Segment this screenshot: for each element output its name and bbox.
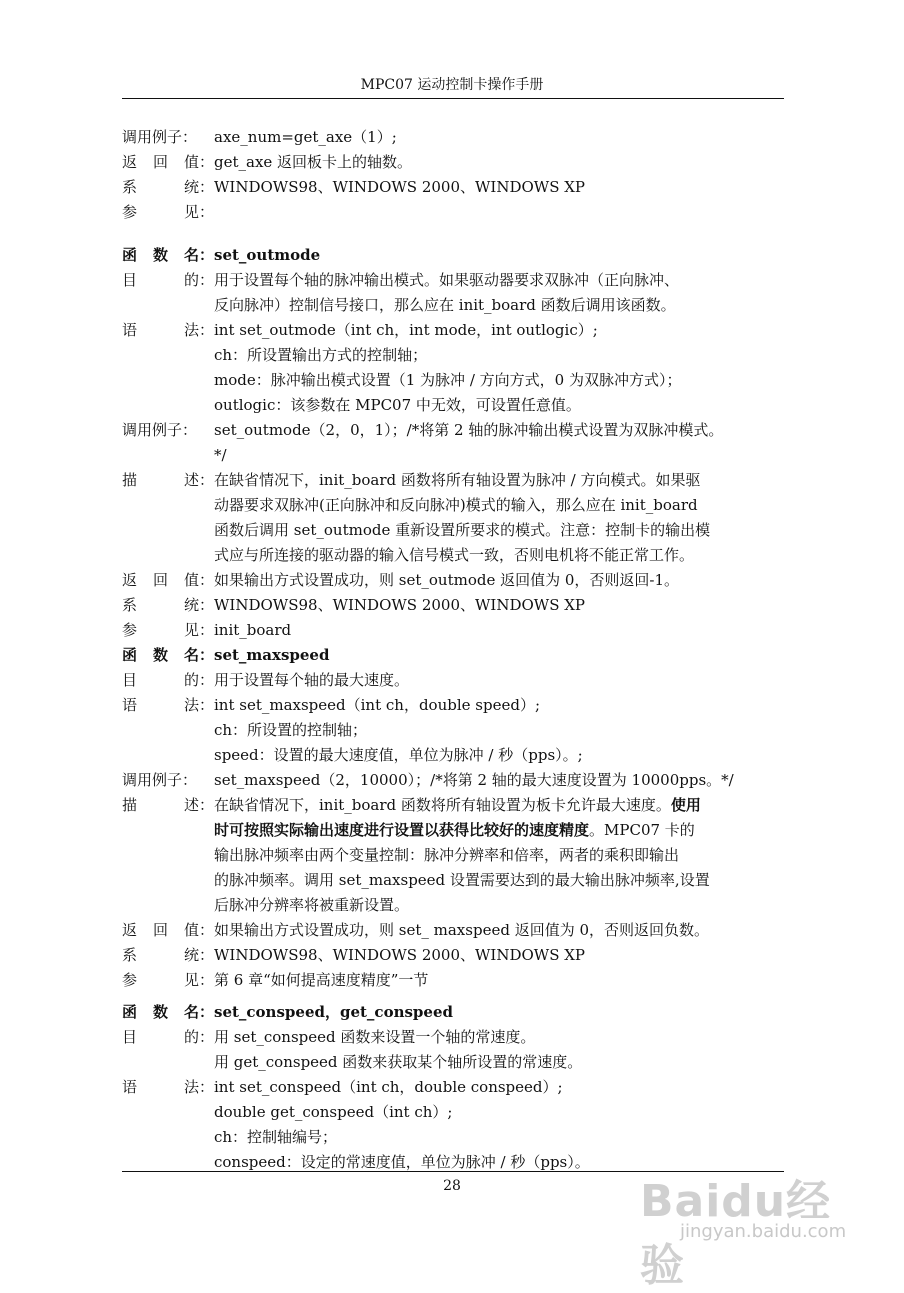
desc-line — [214, 793, 788, 818]
desc-emphasis: 时可按照实际输出速度进行设置以获得比较好的速度精度 — [214, 821, 590, 839]
syntax-row — [122, 693, 788, 718]
func-name: set_conspeed，get_conspeed — [214, 1003, 453, 1021]
purpose-row — [122, 1025, 788, 1050]
page-number: 28 — [443, 1178, 461, 1194]
syntax-line: conspeed：设定的常速度值，单位为脉冲 / 秒（pps）。 — [214, 1153, 590, 1171]
syntax-label: 语 法： — [122, 321, 214, 339]
desc-emphasis: 使用 — [670, 796, 701, 814]
func-name: set_outmode — [214, 246, 321, 264]
purpose-label: 目 的： — [122, 1028, 214, 1046]
desc-line: 函数后调用 set_outmode 重新设置所要求的模式。注意：控制卡的输出模 — [214, 521, 711, 539]
example-label: 调用例子： — [122, 421, 198, 439]
syntax-line: mode：脉冲输出模式设置（1 为脉冲 / 方向方式，0 为双脉冲方式）； — [214, 371, 682, 389]
see-row — [122, 618, 788, 643]
system-row — [122, 593, 788, 618]
desc-label: 描 述： — [122, 471, 214, 489]
example-value: axe_num=get_axe（1）; — [214, 128, 397, 146]
purpose-row — [122, 668, 788, 693]
syntax-label: 语 法： — [122, 1078, 214, 1096]
desc-line — [214, 818, 788, 843]
syntax-line: int set_outmode（int ch，int mode，int outlogic）; — [214, 321, 598, 339]
syntax-line: int set_maxspeed（int ch，double speed）; — [214, 696, 541, 714]
desc-line: 式应与所连接的驱动器的输入信号模式一致，否则电机将不能正常工作。 — [214, 546, 695, 564]
section-set-maxspeed — [122, 643, 788, 993]
syntax-line: ch：所设置输出方式的控制轴； — [214, 346, 428, 364]
func-name-row — [122, 643, 788, 668]
desc-row — [122, 793, 788, 818]
system-value: WINDOWS98、WINDOWS 2000、WINDOWS XP — [214, 596, 586, 614]
watermark-url: jingyan.baidu.com — [680, 1221, 847, 1242]
section-get-axe-tail — [122, 125, 788, 225]
return-row — [122, 150, 788, 175]
desc-line: 输出脉冲频率由两个变量控制：脉冲分辨率和倍率，两者的乘积即输出 — [214, 846, 680, 864]
desc-text: 。MPC07 卡的 — [589, 821, 695, 839]
desc-row — [122, 468, 788, 493]
func-name: set_maxspeed — [214, 646, 330, 664]
syntax-line: ch：控制轴编号； — [214, 1128, 338, 1146]
see-label: 参 见： — [122, 621, 214, 639]
example-row — [122, 418, 788, 443]
syntax-row — [122, 1075, 788, 1100]
see-row — [122, 200, 788, 225]
header-rule — [122, 98, 784, 99]
example-line: set_outmode（2，0，1）；/*将第 2 轴的脉冲输出模式设置为双脉冲模式。 — [214, 421, 724, 439]
header-title: MPC07 运动控制卡操作手册 — [360, 77, 544, 93]
return-row — [122, 918, 788, 943]
see-row — [122, 968, 788, 993]
desc-line: 在缺省情况下，init_board 函数将所有轴设置为脉冲 / 方向模式。如果驱 — [214, 471, 701, 489]
purpose-line: 用 set_conspeed 函数来设置一个轴的常速度。 — [214, 1028, 536, 1046]
func-name-row — [122, 243, 788, 268]
example-label: 调用例子： — [122, 771, 198, 789]
return-value: get_axe 返回板卡上的轴数。 — [214, 153, 413, 171]
see-label: 参 见： — [122, 971, 214, 989]
return-label: 返 回 值： — [122, 571, 214, 589]
system-label: 系 统： — [122, 596, 214, 614]
desc-label: 描 述： — [122, 796, 214, 814]
syntax-line: outlogic：该参数在 MPC07 中无效，可设置任意值。 — [214, 396, 581, 414]
syntax-label: 语 法： — [122, 696, 214, 714]
section-set-outmode — [122, 243, 788, 643]
desc-line: 的脉冲频率。调用 set_maxspeed 设置需要达到的最大输出脉冲频率,设置 — [214, 871, 710, 889]
system-label: 系 统： — [122, 178, 214, 196]
desc-line: 动器要求双脉冲(正向脉冲和反向脉冲)模式的输入，那么应在 init_board — [214, 496, 698, 514]
purpose-line: 用于设置每个轴的最大速度。 — [214, 671, 410, 689]
see-value: init_board — [214, 621, 292, 639]
func-name-label: 函 数 名： — [122, 246, 214, 264]
syntax-row — [122, 318, 788, 343]
see-label: 参 见： — [122, 203, 214, 221]
example-label: 调用例子： — [122, 128, 198, 146]
system-row — [122, 943, 788, 968]
desc-text: 在缺省情况下，init_board 函数将所有轴设置为板卡允许最大速度。 — [214, 796, 671, 814]
func-name-row — [122, 1000, 788, 1025]
system-row — [122, 175, 788, 200]
syntax-line: int set_conspeed（int ch，double conspeed）; — [214, 1078, 563, 1096]
purpose-line: 反向脉冲）控制信号接口，那么应在 init_board 函数后调用该函数。 — [214, 296, 676, 314]
purpose-label: 目 的： — [122, 671, 214, 689]
example-line: */ — [214, 446, 227, 464]
purpose-line: 用于设置每个轴的脉冲输出模式。如果驱动器要求双脉冲（正向脉冲、 — [214, 271, 680, 289]
section-conspeed — [122, 1000, 788, 1175]
example-line: set_maxspeed（2，10000）；/*将第 2 轴的最大速度设置为 10000pps。*/ — [214, 771, 734, 789]
watermark-logo: Baidu经验 — [640, 1176, 832, 1291]
example-row — [122, 768, 788, 793]
system-value: WINDOWS98、WINDOWS 2000、WINDOWS XP — [214, 178, 586, 196]
return-value: 如果输出方式设置成功，则 set_outmode 返回值为 0，否则返回-1。 — [214, 571, 680, 589]
return-label: 返 回 值： — [122, 153, 214, 171]
return-label: 返 回 值： — [122, 921, 214, 939]
system-label: 系 统： — [122, 946, 214, 964]
return-value: 如果输出方式设置成功，则 set_ maxspeed 返回值为 0，否则返回负数。 — [214, 921, 710, 939]
system-value: WINDOWS98、WINDOWS 2000、WINDOWS XP — [214, 946, 586, 964]
see-value: 第 6 章“如何提高速度精度”一节 — [214, 971, 429, 989]
baidu-watermark — [640, 1165, 860, 1291]
return-row — [122, 568, 788, 593]
purpose-label: 目 的： — [122, 271, 214, 289]
example-row — [122, 125, 788, 150]
desc-line: 后脉冲分辨率将被重新设置。 — [214, 896, 410, 914]
func-name-label: 函 数 名： — [122, 1003, 214, 1021]
syntax-line: speed：设置的最大速度值，单位为脉冲 / 秒（pps）。; — [214, 746, 583, 764]
purpose-line: 用 get_conspeed 函数来获取某个轴所设置的常速度。 — [214, 1053, 583, 1071]
syntax-line: double get_conspeed（int ch）; — [214, 1103, 453, 1121]
purpose-row — [122, 268, 788, 293]
func-name-label: 函 数 名： — [122, 646, 214, 664]
syntax-line: ch：所设置的控制轴； — [214, 721, 368, 739]
